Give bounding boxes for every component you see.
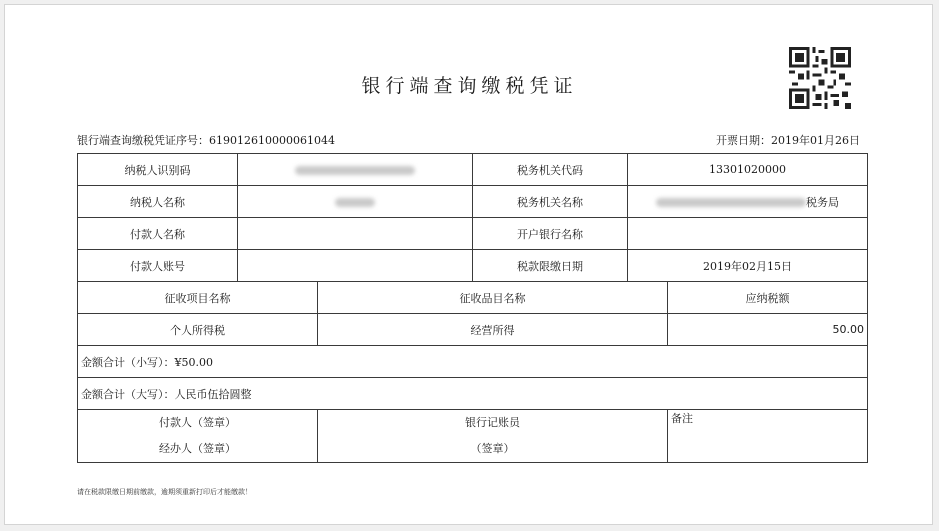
taxpayer-id-label: 纳税人识别码 [78, 154, 238, 186]
payer-account-value [238, 250, 473, 282]
qr-code-icon [789, 47, 851, 109]
payment-footnote: 请在税款限缴日期前缴款，逾期须重新打印后才能缴款！ [77, 488, 252, 496]
redacted-mark [295, 166, 415, 175]
payer-signature-cell [78, 410, 318, 463]
issue-date-value: 2019年01月26日 [771, 134, 860, 147]
payer-name-label: 付款人名称 [78, 218, 238, 250]
tax-office-code-label: 税务机关代码 [473, 154, 628, 186]
voucher-table [77, 153, 868, 463]
tax-office-name-label: 税务机关名称 [473, 186, 628, 218]
table-row [78, 346, 868, 378]
total-lower-label: 金额合计（小写）： [81, 355, 175, 369]
table-row [78, 186, 868, 218]
tax-office-name-value [628, 186, 868, 218]
bank-clerk-seal: （签章） [470, 442, 515, 455]
deadline-value: 2019年02月15日 [628, 250, 868, 282]
redacted-mark [656, 198, 806, 207]
bank-clerk-cell [318, 410, 668, 463]
item-amount: 50.00 [668, 314, 868, 346]
redacted-mark [335, 198, 375, 207]
remark-cell: 备注 [668, 410, 868, 463]
table-row [78, 378, 868, 410]
item-project: 个人所得税 [78, 314, 318, 346]
tax-office-code-value: 13301020000 [628, 154, 868, 186]
header-project: 征收项目名称 [78, 282, 318, 314]
total-lower [78, 346, 868, 378]
serial-label: 银行端查询缴税凭证序号： [77, 134, 209, 147]
bank-name-label: 开户银行名称 [473, 218, 628, 250]
voucher-title: 银行端查询缴税凭证 [361, 75, 578, 97]
serial-value: 619012610000061044 [209, 134, 335, 147]
table-row [78, 410, 868, 463]
payer-name-value [238, 218, 473, 250]
issue-date-label: 开票日期： [716, 134, 771, 147]
taxpayer-name-label: 纳税人名称 [78, 186, 238, 218]
bank-name-value [628, 218, 868, 250]
taxpayer-name-value [238, 186, 473, 218]
table-row [78, 250, 868, 282]
table-row [78, 314, 868, 346]
table-row [78, 154, 868, 186]
handler-signature-label: 经办人（签章） [159, 442, 236, 455]
payer-account-label: 付款人账号 [78, 250, 238, 282]
table-row [78, 282, 868, 314]
item-name: 经营所得 [318, 314, 668, 346]
tax-voucher-page [4, 4, 933, 525]
total-upper-value: 人民币伍拾圆整 [174, 387, 252, 401]
header-item: 征收品目名称 [318, 282, 668, 314]
voucher-serial [77, 132, 335, 148]
total-upper-label: 金额合计（大写）： [81, 387, 175, 401]
header-amount: 应纳税额 [668, 282, 868, 314]
table-row [78, 218, 868, 250]
issue-date [716, 132, 860, 148]
total-lower-value: ¥50.00 [174, 355, 213, 369]
total-upper [78, 378, 868, 410]
tax-office-suffix: 税务局 [806, 195, 839, 209]
taxpayer-id-value [238, 154, 473, 186]
deadline-label: 税款限缴日期 [473, 250, 628, 282]
bank-clerk-label: 银行记账员 [465, 416, 520, 429]
payer-signature-label: 付款人（签章） [159, 416, 236, 429]
